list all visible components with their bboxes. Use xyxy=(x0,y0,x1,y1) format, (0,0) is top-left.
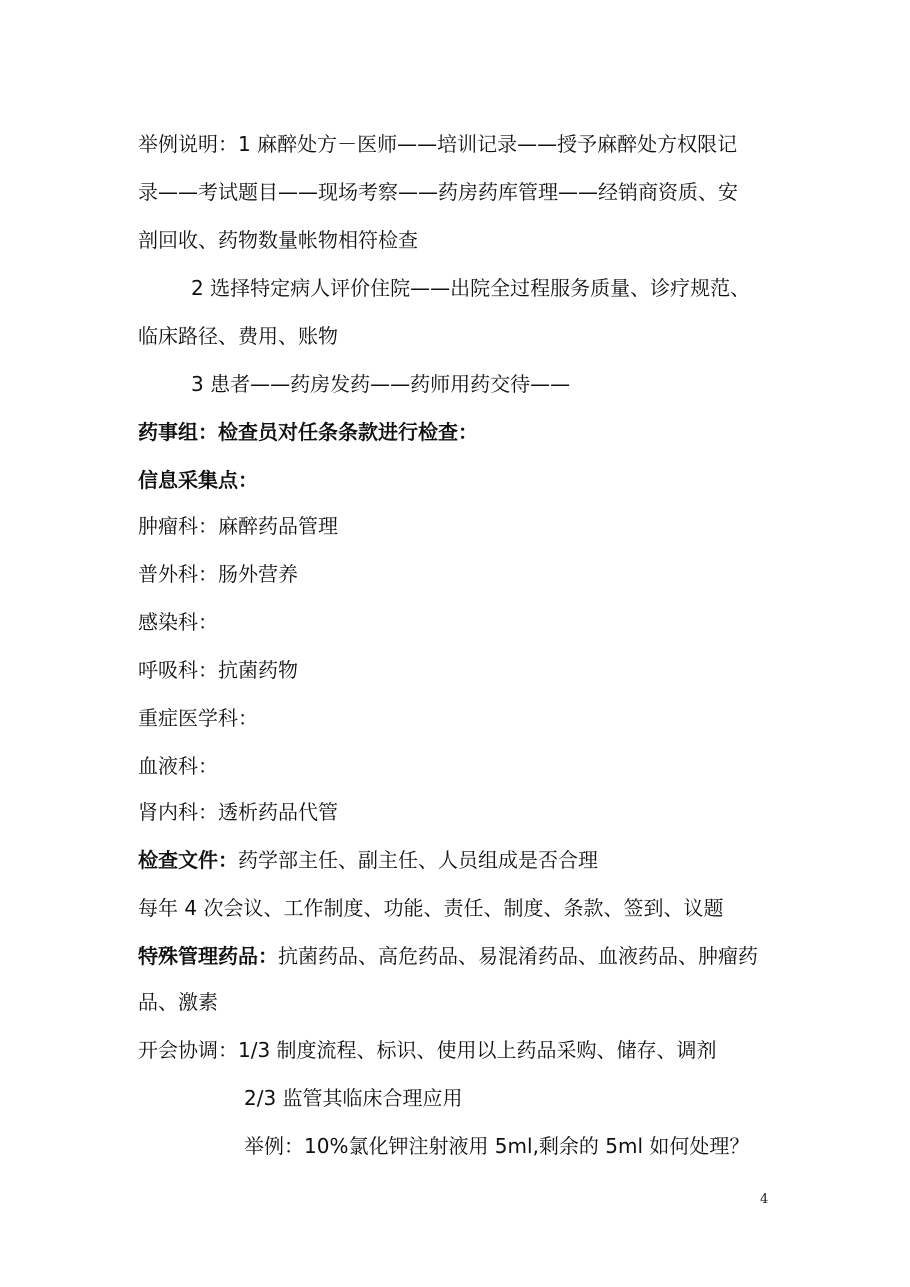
department-label: 普外科： xyxy=(138,562,218,586)
documents-label: 检查文件： xyxy=(138,848,238,872)
department-label: 感染科： xyxy=(138,610,218,634)
department-item xyxy=(138,704,788,732)
coordination-example: 举例：10%氯化钾注射液用 5ml,剩余的 5ml 如何处理？ xyxy=(244,1134,750,1158)
department-item xyxy=(138,656,788,684)
department-content: 抗菌药物 xyxy=(218,658,298,682)
department-content: 麻醉药品管理 xyxy=(218,514,338,538)
department-label: 重症医学科： xyxy=(138,706,258,730)
pharmacy-group-heading: 药事组：检查员对任条条款进行检查： xyxy=(138,420,478,444)
page-number: 4 xyxy=(760,1192,769,1207)
example-line-6: 3 患者——药房发药——药师用药交待—— xyxy=(191,372,571,396)
documents-content: 药学部主任、副主任、人员组成是否合理 xyxy=(238,848,598,872)
example-line-1: 举例说明：1 麻醉处方－医师——培训记录——授予麻醉处方权限记 xyxy=(138,132,738,156)
example-line-5: 临床路径、费用、账物 xyxy=(138,324,338,348)
special-drugs-line-2: 品、激素 xyxy=(138,990,218,1014)
department-label: 肿瘤科： xyxy=(138,514,218,538)
department-item xyxy=(138,608,788,636)
meeting-line: 每年 4 次会议、工作制度、功能、责任、制度、条款、签到、议题 xyxy=(138,896,724,920)
documents-line xyxy=(138,846,788,874)
example-line-3: 剖回收、药物数量帐物相符检查 xyxy=(138,228,418,252)
department-label: 血液科： xyxy=(138,754,218,778)
department-content: 透析药品代管 xyxy=(218,800,338,824)
department-content: 肠外营养 xyxy=(218,562,298,586)
example-line-4: 2 选择特定病人评价住院——出院全过程服务质量、诊疗规范、 xyxy=(191,276,751,300)
special-drugs-content: 抗菌药品、高危药品、易混淆药品、血液药品、肿瘤药 xyxy=(278,944,758,968)
department-item xyxy=(138,512,788,540)
special-drugs-label: 特殊管理药品： xyxy=(138,944,278,968)
special-drugs-line xyxy=(138,942,788,970)
info-points-heading: 信息采集点： xyxy=(138,468,258,492)
coordination-line-2: 2/3 监管其临床合理应用 xyxy=(244,1086,463,1110)
department-label: 肾内科： xyxy=(138,800,218,824)
example-line-2: 录——考试题目——现场考察——药房药库管理——经销商资质、安 xyxy=(138,180,738,204)
department-item xyxy=(138,752,788,780)
coordination-line-1: 开会协调：1/3 制度流程、标识、使用以上药品采购、储存、调剂 xyxy=(138,1038,717,1062)
department-item xyxy=(138,798,788,826)
department-label: 呼吸科： xyxy=(138,658,218,682)
department-item xyxy=(138,560,788,588)
